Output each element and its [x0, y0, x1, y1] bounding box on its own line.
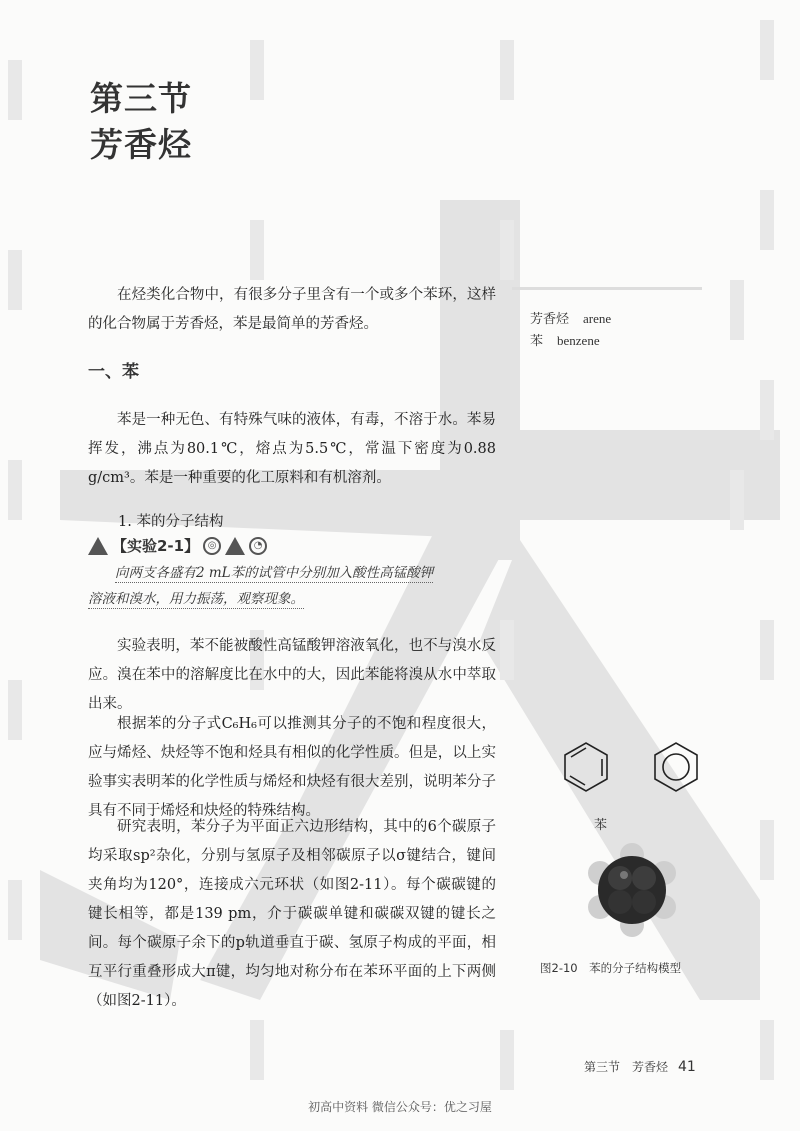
experiment-line: 向两支各盛有2 mL苯的试管中分别加入酸性高锰酸钾: [115, 565, 434, 581]
figure-caption: 图2-10 苯的分子结构模型: [540, 961, 682, 975]
glossary-divider: [512, 287, 702, 290]
source-note: 初高中资料 微信公众号：优之习屋: [308, 1100, 492, 1114]
glossary-term-en: benzene: [557, 333, 600, 348]
aromatic-ring-structure: [655, 743, 697, 791]
experiment-triangle-icon: [88, 537, 108, 555]
paragraph: 研究表明，苯分子为平面正六边形结构，其中的6个碳原子均采取sp²杂化，分别与氢原子及相邻碳原子以σ键结合，键间夹角均为120°，连接成六元环状（如图2-11）。每个碳碳键的键长相等，都是139 pm，介于碳碳单键和碳碳双键的键长之间。每个碳原子余下的p轨道垂直于碳、氢原子构成的平面，相互平行重叠形成大π键，均匀地对称分布在苯环平面的上下两侧（如图2-11）。: [88, 819, 496, 1009]
benzene-structure-diagram: [540, 735, 740, 965]
section-heading: 一、苯: [88, 362, 139, 382]
glossary-term-zh: 芳香烃: [530, 312, 570, 327]
experiment-label: 【实验2-1】: [112, 537, 200, 555]
kekule-structure: [565, 743, 607, 791]
paragraph: 苯是一种无色、有特殊气味的液体，有毒，不溶于水。苯易挥发，沸点为80.1℃，熔点为5.5℃，常温下密度为0.88 g/cm³。苯是一种重要的化工原料和有机溶剂。: [88, 412, 496, 486]
section-number: 第三节: [90, 79, 192, 118]
paragraph: 根据苯的分子式C₆H₆可以推测其分子的不饱和程度很大，应与烯烃、炔烃等不饱和烃具有相似的化学性质。但是，以上实验事实表明苯的化学性质与烯烃和炔烃有很大差别，说明苯分子具有不同于烯烃和炔烃的特殊结构。: [88, 716, 496, 819]
experiment-instructions: [88, 560, 498, 612]
subheading: 1. 苯的分子结构: [118, 514, 224, 530]
paragraph: 实验表明，苯不能被酸性高锰酸钾溶液氧化，也不与溴水反应。溴在苯中的溶解度比在水中的大，因此苯能将溴从水中萃取出来。: [88, 638, 496, 712]
footer-section: 第三节 芳香烃: [584, 1060, 669, 1074]
experiment-header: [88, 535, 267, 556]
glossary-item: [530, 308, 611, 330]
glossary-item: [530, 330, 611, 352]
space-filling-model: [588, 843, 676, 937]
intro-paragraph: 在烃类化合物中，有很多分子里含有一个或多个苯环，这样的化合物属于芳香烃，苯是最简单的芳香烃。: [88, 287, 496, 332]
benzene-label: 苯: [594, 818, 608, 833]
benzene-figure: [540, 735, 740, 975]
glossary-term-en: arene: [583, 311, 612, 326]
experiment-line: 溶液和溴水，用力振荡，观察现象。: [88, 591, 304, 607]
glossary-term-zh: 苯: [530, 334, 544, 349]
section-name: 芳香烃: [90, 125, 192, 164]
safety-goggles-icon: ◎: [203, 537, 221, 555]
page-number: 41: [678, 1059, 696, 1075]
glossary: [530, 308, 611, 352]
hand-wash-icon: ◔: [249, 537, 267, 555]
hazard-warning-icon: [225, 537, 245, 555]
page-footer: [584, 1058, 696, 1075]
page-title: [90, 76, 192, 168]
